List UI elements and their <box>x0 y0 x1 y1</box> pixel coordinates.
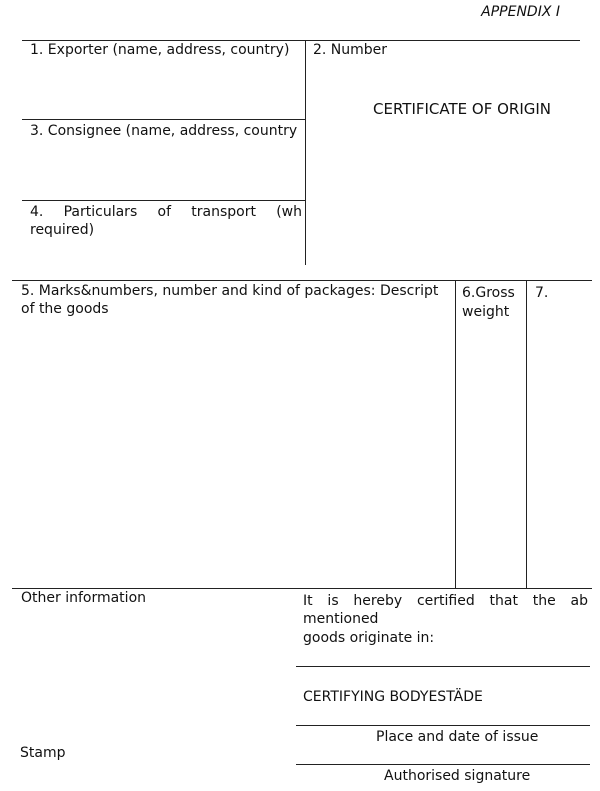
box4-transport-label-cont: required) <box>30 222 95 238</box>
other-information-label: Other information <box>21 590 147 606</box>
box3-bottom-line <box>22 200 305 201</box>
box6-gross-weight-label-cont: weight <box>462 304 510 320</box>
stamp-label: Stamp <box>20 745 66 761</box>
box6-gross-weight-label: 6.Gross <box>462 285 515 301</box>
goods-divider-7 <box>526 280 527 588</box>
certification-statement-goods: goods originate in: <box>303 630 435 646</box>
certification-statement-cont: mentioned <box>303 611 379 627</box>
certifying-body-label: CERTIFYING BODYESTÄDE <box>303 689 483 705</box>
box2-number-label: 2. Number <box>313 42 388 58</box>
goods-top-border <box>12 280 592 281</box>
origin-line <box>296 666 590 667</box>
box5-marks-label: 5. Marks&numbers, number and kind of packages: Descript <box>21 283 439 299</box>
box3-consignee-label: 3. Consignee (name, address, country <box>30 123 298 139</box>
authorised-signature-label: Authorised signature <box>384 768 531 784</box>
certifying-body-line <box>296 725 590 726</box>
appendix-label: APPENDIX I <box>481 4 560 20</box>
place-date-label: Place and date of issue <box>376 729 539 745</box>
signature-line <box>296 764 590 765</box>
box1-bottom-line <box>22 119 305 120</box>
box5-marks-label-cont: of the goods <box>21 301 109 317</box>
box4-transport-label: 4. Particulars of transport (wh <box>30 204 302 220</box>
certificate-title: CERTIFICATE OF ORIGIN <box>373 100 552 118</box>
top-divider <box>305 40 306 265</box>
box1-exporter-label: 1. Exporter (name, address, country) <box>30 42 290 58</box>
box7-label: 7. <box>535 285 549 301</box>
certification-statement: It is hereby certified that the ab <box>303 593 588 609</box>
goods-divider-6 <box>455 280 456 588</box>
